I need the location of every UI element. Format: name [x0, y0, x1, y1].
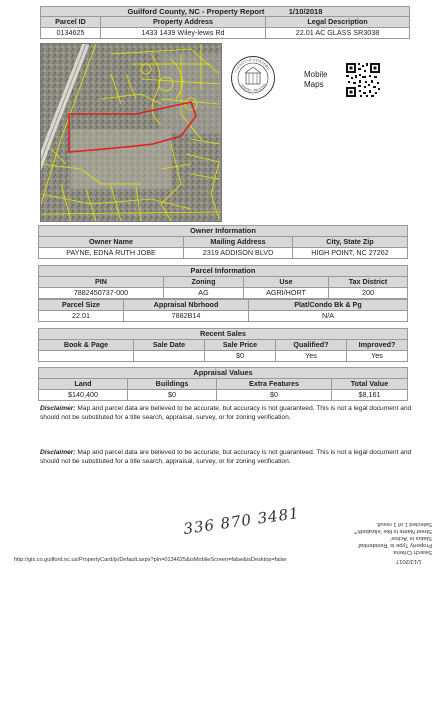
header-tax-district: Tax District — [329, 277, 408, 288]
rotated-note-date: 1/13/2017 — [396, 558, 422, 564]
mobile-maps-line1: Mobile — [304, 70, 328, 79]
disclaimer-2 — [40, 449, 412, 466]
header-buildings: Buildings — [128, 379, 217, 390]
county-seal — [230, 55, 276, 101]
header-pin: PIN — [39, 277, 164, 288]
header-property-address: Property Address — [101, 17, 266, 28]
header-plat-condo: Plat/Condo Bk & Pg — [249, 300, 408, 311]
svg-text:COUNTY OF GUILFORD: COUNTY OF GUILFORD — [234, 57, 271, 74]
header-legal-description: Legal Description — [266, 17, 410, 28]
header-parcel-id: Parcel ID — [41, 17, 101, 28]
book-page-value — [39, 351, 134, 362]
sale-price-value: $0 — [205, 351, 276, 362]
header-book-page: Book & Page — [39, 340, 134, 351]
header-appraisal-nbrhood: Appraisal Nbrhood — [124, 300, 249, 311]
disclaimer-2-text: Map and parcel data are believed to be accurate, but accuracy is not guaranteed. This is not a legal document and should not be substituted for a title search, appraisal, survey, or for zoning verification. — [40, 449, 412, 465]
svg-text:NORTH CAROLINA: NORTH CAROLINA — [239, 82, 267, 93]
mobile-maps-line2: Maps — [304, 80, 324, 89]
report-date: 1/10/2018 — [288, 7, 323, 16]
qualified-value: Yes — [276, 351, 347, 362]
parcel-size-table — [38, 299, 408, 322]
tax-district-value: 200 — [329, 288, 408, 299]
disclaimer-1 — [40, 405, 412, 422]
qr-code[interactable] — [345, 62, 381, 98]
sale-date-value — [134, 351, 205, 362]
buildings-value: $0 — [128, 390, 217, 401]
land-value: $140,400 — [39, 390, 128, 401]
header-sale-price: Sale Price — [205, 340, 276, 351]
parcel-info-table — [38, 276, 408, 299]
parcel-header-table — [40, 16, 410, 39]
disclaimer-2-label: Disclaimer: — [40, 449, 76, 456]
page-url[interactable]: http://gis.co.guilford.nc.us/PropertyCard/js/Default.aspx?pin=0134625&isMobileScreen=false&isDesktop=false — [14, 557, 287, 563]
parcel-id-value: 0134625 — [41, 28, 101, 39]
owner-name-value: PAYNE, EDNA RUTH JOBE — [39, 248, 184, 259]
zoning-value: AG — [164, 288, 244, 299]
aerial-map-image — [41, 44, 221, 221]
header-parcel-size: Parcel Size — [39, 300, 124, 311]
disclaimer-1-label: Disclaimer: — [40, 405, 76, 412]
parcel-section-title: Parcel Information — [38, 265, 408, 277]
aerial-map[interactable] — [40, 43, 222, 222]
mailing-address-value: 2319 ADDISON BLVD — [184, 248, 293, 259]
disclaimer-1-text: Map and parcel data are believed to be accurate, but accuracy is not guaranteed. This is not a legal document and should not be substituted for a title search, appraisal, survey, or for zoning verification. — [40, 405, 412, 421]
improved-value: Yes — [347, 351, 408, 362]
header-improved: Improved? — [347, 340, 408, 351]
pin-value: 7882450737-000 — [39, 288, 164, 299]
property-address-value: 1433 1439 Wiley-lewis Rd — [101, 28, 266, 39]
use-value: AGRI/HORT — [244, 288, 329, 299]
appraisal-table — [38, 378, 408, 401]
owner-table — [38, 236, 408, 259]
rotated-search-note — [340, 520, 432, 555]
rotated-note-line3: Status is 'Active' — [390, 535, 432, 541]
appraisal-section-title: Appraisal Values — [38, 367, 408, 379]
owner-section-title: Owner Information — [38, 225, 408, 237]
header-use: Use — [244, 277, 329, 288]
rotated-note-line1: Search Criteria — [393, 549, 432, 555]
sales-table — [38, 339, 408, 362]
header-qualified: Qualified? — [276, 340, 347, 351]
qr-code-icon — [345, 62, 381, 98]
handwritten-phone: 336 870 3481 — [182, 503, 301, 539]
mobile-maps-label — [304, 70, 328, 90]
rotated-note-line2: Property Type is 'Residential' — [357, 542, 432, 548]
report-title: Guilford County, NC - Property Report — [127, 7, 265, 16]
city-state-zip-value: HIGH POINT, NC 27262 — [293, 248, 408, 259]
legal-description-value: 22.01 AC GLASS SR3038 — [266, 28, 410, 39]
header-mailing-address: Mailing Address — [184, 237, 293, 248]
extra-features-value: $0 — [217, 390, 332, 401]
header-total-value: Total Value — [332, 379, 408, 390]
header-sale-date: Sale Date — [134, 340, 205, 351]
county-seal-icon — [230, 55, 276, 101]
header-extra-features: Extra Features — [217, 379, 332, 390]
header-city-state-zip: City, State Zip — [293, 237, 408, 248]
plat-condo-value: N/A — [249, 311, 408, 322]
rotated-note-line4: Street Name is like 'elizabeth'* — [354, 528, 432, 534]
appraisal-nbrhood-value: 7882B14 — [124, 311, 249, 322]
sales-section-title: Recent Sales — [38, 328, 408, 340]
header-owner-name: Owner Name — [39, 237, 184, 248]
header-zoning: Zoning — [164, 277, 244, 288]
parcel-size-value: 22.01 — [39, 311, 124, 322]
rotated-note-line5: Selected 1 of 1 result. — [375, 521, 432, 527]
total-value: $8,161 — [332, 390, 408, 401]
header-land: Land — [39, 379, 128, 390]
